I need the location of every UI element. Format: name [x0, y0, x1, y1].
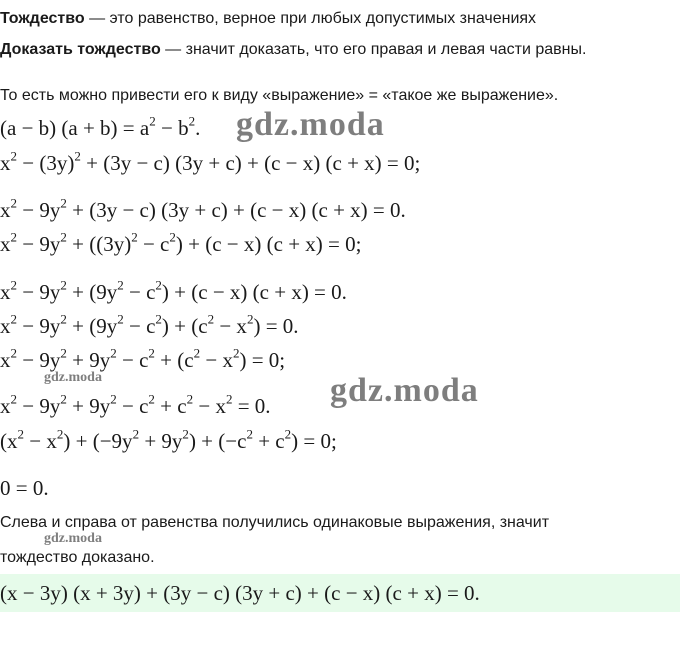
- definition-line-1: [0, 9, 536, 29]
- answer-formula: (x − 3y) (x + 3y) + (3y − c) (3y + c) + (c − x) (c + x) = 0.: [0, 581, 480, 605]
- term-prove-identity: Доказать тождество: [0, 41, 161, 58]
- step-7: $x^2 - 9y^2 + 9y^2 - c^2 + c^2 - x^2 = 0$.: [0, 391, 271, 418]
- step-8: $(x^2 - x^2) + (-9y^2 + 9y^2) + (-c^2 + c^2) = 0$;: [0, 426, 337, 453]
- step-2: $x^2 - 9y^2 + (3y - c) (3y + c) + (c - x) (c + x) = 0$.: [0, 195, 406, 222]
- answer-box: [0, 574, 680, 612]
- step-1: $x^2 - (3y)^2 + (3y - c) (3y + c) + (c - x) (c + x) = 0$;: [0, 148, 421, 175]
- conclusion-line-2: тождество доказано.: [0, 549, 155, 566]
- explanation-line: То есть можно привести его к виду «выражение» = «такое же выражение».: [0, 87, 559, 104]
- term-identity: Тождество: [0, 10, 85, 27]
- watermark: gdz.moda: [44, 370, 102, 385]
- step-3: $x^2 - 9y^2 + ((3y)^2 - c^2) + (c - x) (c + x) = 0$;: [0, 229, 362, 256]
- watermark: gdz.moda: [236, 106, 385, 143]
- conclusion-line-1: Слева и справа от равенства получились одинаковые выражения, значит: [0, 514, 550, 531]
- formula-line: (a − b) $(a + b) = a^2 - b^2$.: [0, 113, 201, 140]
- definition-line-2: [0, 40, 586, 60]
- identity-definition: — это равенство, верное при любых допустимых значениях: [84, 10, 537, 27]
- prove-identity-definition: — значит доказать, что его правая и левая части равны.: [160, 41, 587, 58]
- step-9: 0 = 0.: [0, 476, 49, 500]
- watermark: gdz.moda: [330, 372, 479, 409]
- step-5: $x^2 - 9y^2 + (9y^2 - c^2) + (c^2 - x^2) = 0$.: [0, 311, 299, 338]
- watermark: gdz.moda: [44, 531, 102, 546]
- step-6: $x^2 - 9y^2 + 9y^2 - c^2 + (c^2 - x^2) = 0$;: [0, 345, 286, 372]
- step-4: $x^2 - 9y^2 + (9y^2 - c^2) + (c - x) (c + x) = 0$.: [0, 277, 347, 304]
